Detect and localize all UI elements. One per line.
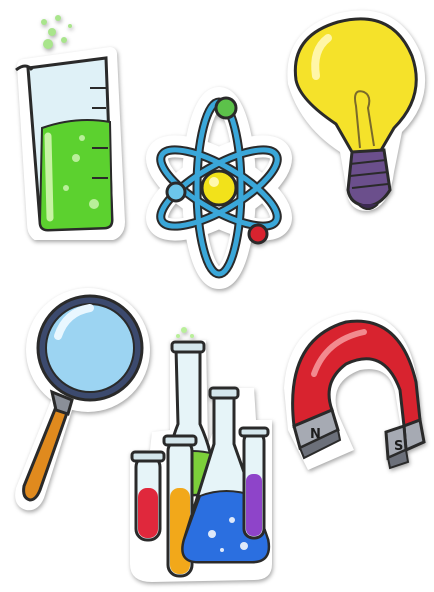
magnet-south-label: S: [394, 439, 404, 454]
atom-icon: [140, 78, 298, 298]
light-bulb-icon: [276, 2, 430, 218]
beaker-icon: [6, 8, 130, 240]
horseshoe-magnet-icon: [280, 292, 428, 474]
lab-glassware-icon: [122, 324, 278, 586]
magnet-north-label: N: [310, 427, 321, 442]
